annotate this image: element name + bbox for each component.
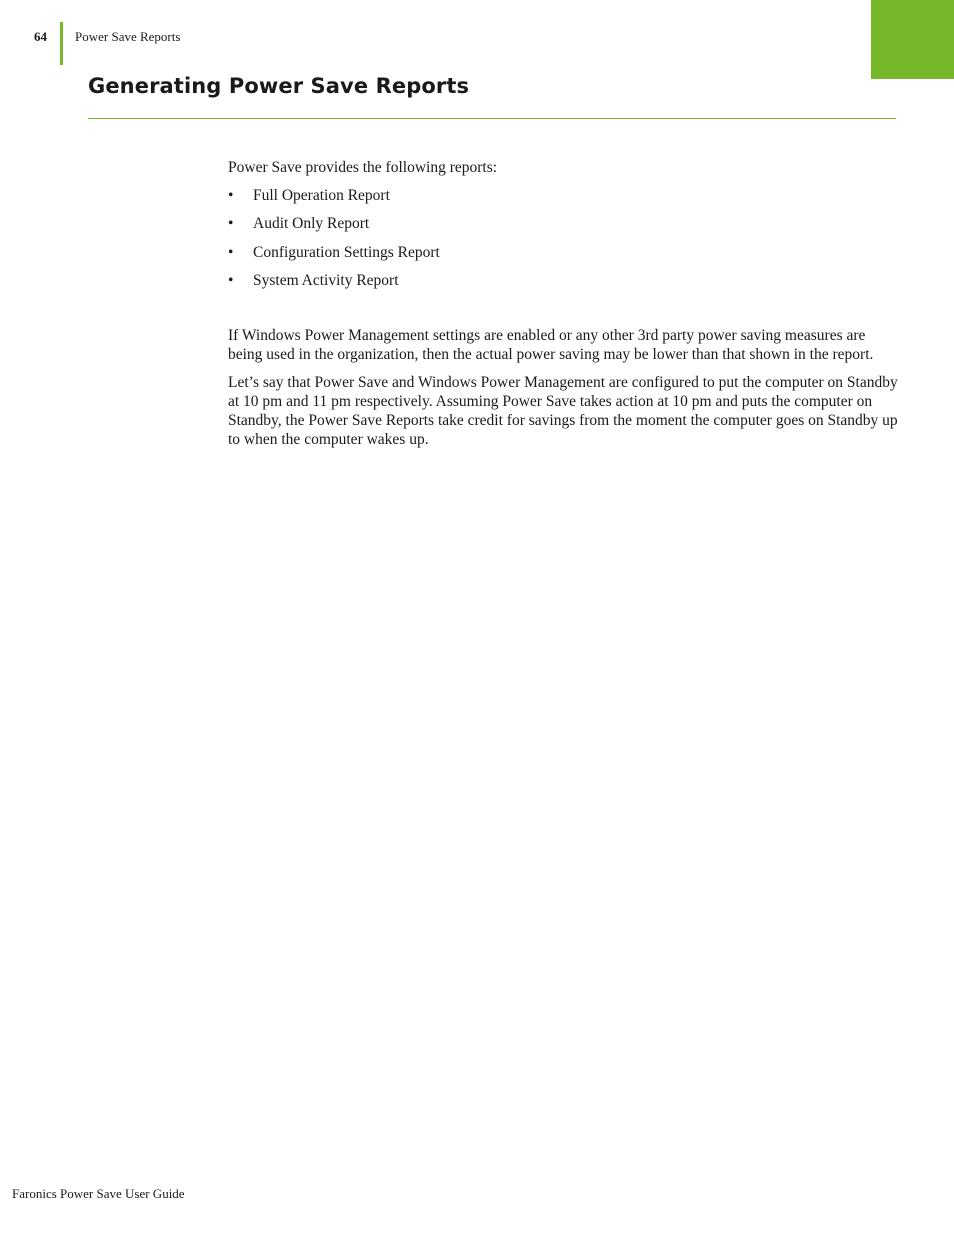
running-head: Power Save Reports [75, 29, 181, 44]
corner-tab [871, 0, 954, 79]
list-item [228, 214, 898, 242]
report-list [228, 186, 898, 299]
paragraph-power-management: If Windows Power Management settings are enabled or any other 3rd party power saving measures are being used in the organization, then the actual power saving may be lower than that shown in the report. [228, 327, 874, 364]
intro-text: Power Save provides the following reports: [228, 159, 498, 176]
bullet-icon: • [228, 271, 234, 289]
list-item-label: Configuration Settings Report [253, 243, 440, 261]
bullet-icon: • [228, 243, 234, 261]
list-item-label: Full Operation Report [253, 187, 390, 204]
list-item [228, 271, 898, 299]
section-title: Generating Power Save Reports [88, 74, 470, 98]
list-item [228, 243, 898, 271]
bullet-icon: • [228, 215, 234, 233]
main-content [228, 158, 898, 449]
header-divider-bar [60, 22, 63, 65]
bullet-icon: • [228, 187, 234, 204]
footer-text: Faronics Power Save User Guide [12, 1186, 185, 1201]
list-item [228, 186, 898, 214]
list-item-label: Audit Only Report [253, 215, 370, 233]
paragraph-standby-example: Let’s say that Power Save and Windows Power Management are configured to put the computer on Standby at 10 pm and 11 pm respectively. Assuming Power Save takes action at 10 pm and puts the computer on Standby, the Power Save Reports take credit for savings from the moment the computer goes on Standby up to when the computer wakes up. [228, 374, 898, 449]
title-rule [88, 118, 896, 119]
page-number: 64 [34, 29, 47, 44]
list-item-label: System Activity Report [253, 271, 399, 289]
